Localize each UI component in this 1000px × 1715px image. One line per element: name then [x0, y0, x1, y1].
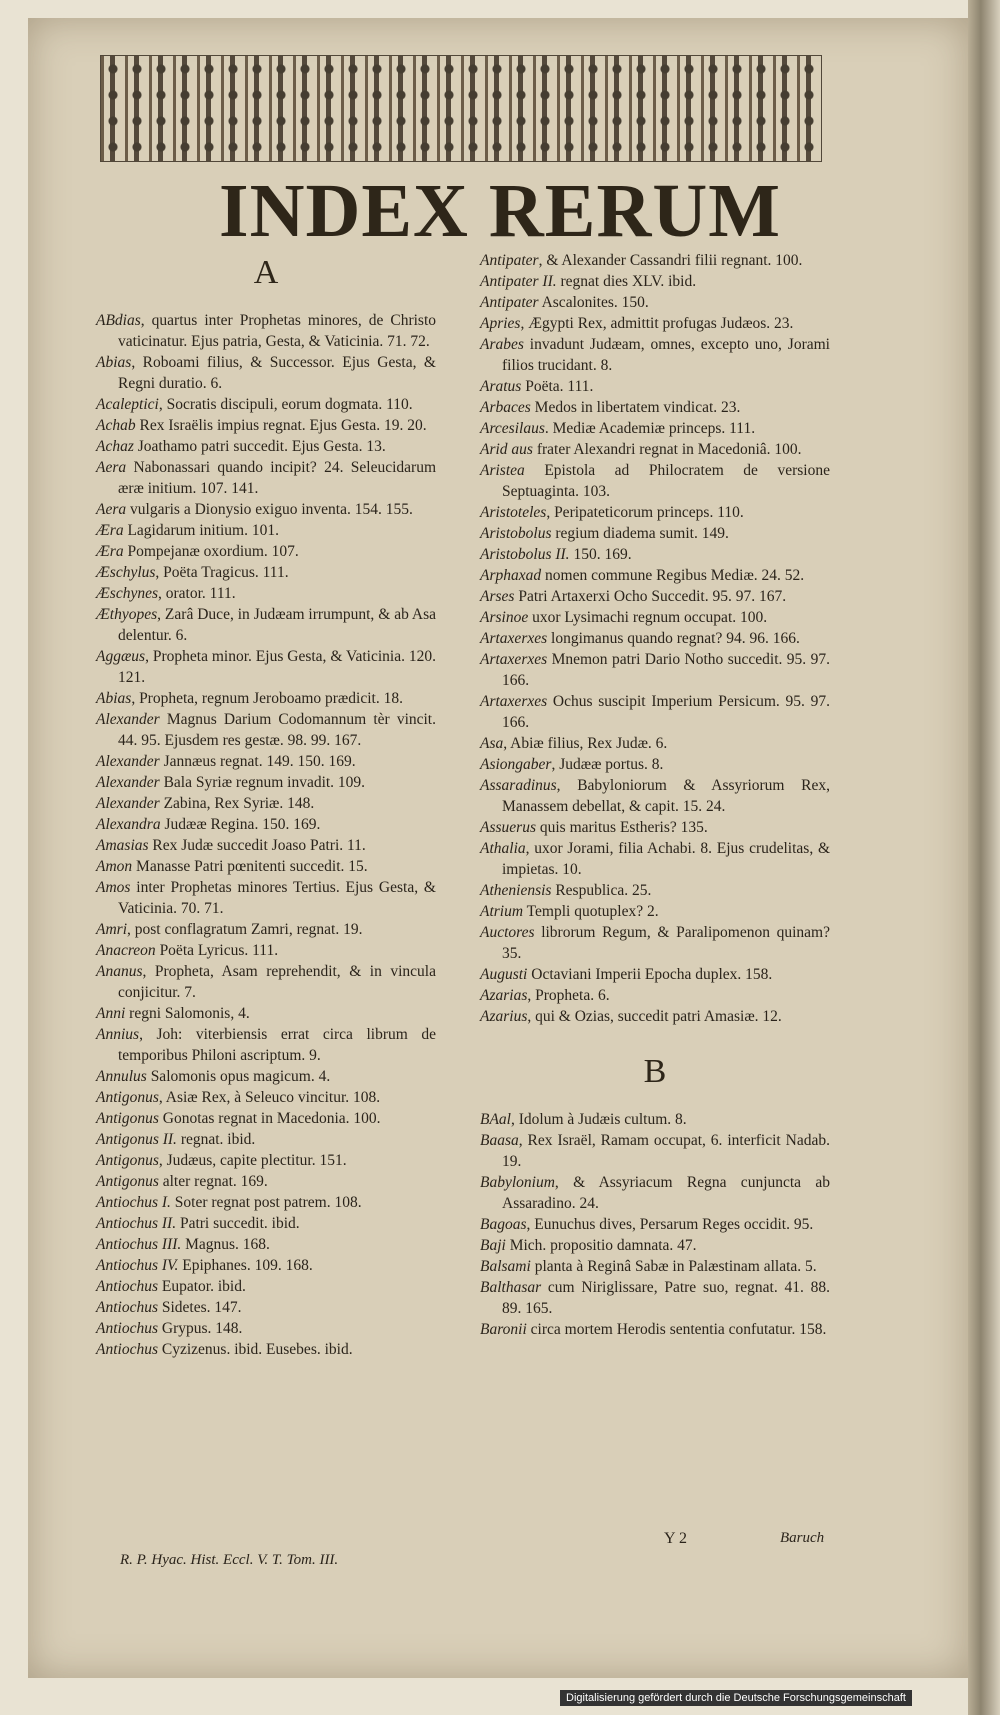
- entry-text: , Socratis discipuli, eorum dogmata. 110.: [158, 396, 413, 413]
- entry-keyword: Antipater: [480, 252, 539, 269]
- entry-keyword: Artaxerxes: [480, 693, 548, 710]
- entry-text: , Judæus, capite plectitur. 151.: [158, 1152, 347, 1169]
- index-entry: [96, 499, 436, 520]
- entry-keyword: Aristoteles: [480, 504, 547, 521]
- entry-text: , Asiæ Rex, à Seleuco vincitur. 108.: [158, 1089, 381, 1106]
- index-entry: [480, 817, 830, 838]
- index-entry: [96, 646, 436, 688]
- entry-text: . Mediæ Academiæ princeps. 111.: [544, 420, 756, 437]
- index-entry: [96, 1318, 436, 1339]
- entry-keyword: Antigonus: [96, 1173, 159, 1190]
- entry-keyword: Antiochus: [96, 1341, 158, 1358]
- index-entry: [480, 250, 830, 271]
- index-entry: [480, 1130, 830, 1172]
- index-entry: [480, 922, 830, 964]
- entry-text: Joathamo patri succedit. Ejus Gesta. 13.: [133, 438, 386, 455]
- entry-text: cum Niriglissare, Patre suo, regnat. 41. 88. 89. 165.: [502, 1279, 830, 1317]
- index-entry: [480, 754, 830, 775]
- index-entry: [96, 1108, 436, 1129]
- entry-keyword: Antigonus: [96, 1110, 159, 1127]
- entry-text: Epiphanes. 109. 168.: [178, 1257, 313, 1274]
- index-entry: [480, 502, 830, 523]
- index-entry: [96, 1171, 436, 1192]
- index-entry: [96, 1276, 436, 1297]
- entry-keyword: Apries: [480, 315, 521, 332]
- index-entry: [480, 733, 830, 754]
- index-entry: [480, 607, 830, 628]
- index-entry: [96, 1192, 436, 1213]
- index-entry: [480, 439, 830, 460]
- entry-text: , Ægypti Rex, admittit profugas Judæos. 23.: [520, 315, 794, 332]
- entry-text: Salomonis opus magicum. 4.: [146, 1068, 331, 1085]
- entry-keyword: Baasa: [480, 1132, 519, 1149]
- entry-text: , Propheta minor. Ejus Gesta, & Vaticinia. 120. 121.: [118, 648, 436, 686]
- entry-keyword: Artaxerxes: [480, 630, 548, 647]
- page-title: INDEX RERUM: [219, 169, 781, 253]
- entry-text: Magnus Darium Codomannum tèr vincit. 44. 95. Ejusdem res gestæ. 98. 99. 167.: [118, 711, 436, 749]
- entry-text: Zabina, Rex Syriæ. 148.: [159, 795, 315, 812]
- entry-text: regni Salomonis, 4.: [125, 1005, 250, 1022]
- entry-text: 150. 169.: [569, 546, 632, 563]
- index-entry: [96, 1024, 436, 1066]
- entry-keyword: Æschynes: [96, 585, 158, 602]
- index-entry: [96, 1150, 436, 1171]
- entry-keyword: Æthyopes: [96, 606, 158, 623]
- index-entry: [96, 1255, 436, 1276]
- entry-keyword: Aggæus: [96, 648, 146, 665]
- entry-keyword: Antiochus: [96, 1299, 158, 1316]
- index-entry: [96, 520, 436, 541]
- entry-text: , Zarâ Duce, in Judæam irrumpunt, & ab Asa delentur. 6.: [118, 606, 436, 644]
- index-entry: [96, 1297, 436, 1318]
- entry-keyword: Antipater: [480, 294, 539, 311]
- index-entry: [96, 415, 436, 436]
- index-entry: [480, 880, 830, 901]
- entry-list-right-b: [480, 1109, 830, 1340]
- index-entry: [96, 562, 436, 583]
- index-entry: [96, 583, 436, 604]
- entry-text: , Propheta. 6.: [527, 987, 610, 1004]
- entry-keyword: Antiochus IV.: [96, 1257, 179, 1274]
- entry-text: Rex Israëlis impius regnat. Ejus Gesta. 19. 20.: [135, 417, 427, 434]
- entry-text: , Propheta, regnum Jeroboamo prædicit. 18.: [131, 690, 403, 707]
- entry-text: , & Alexander Cassandri filii regnant. 100.: [538, 252, 803, 269]
- entry-keyword: Æra: [96, 522, 124, 539]
- entry-text: vulgaris a Dionysio exiguo inventa. 154. 155.: [126, 501, 413, 518]
- entry-text: Pompejanæ oxordium. 107.: [123, 543, 299, 560]
- index-entry: [96, 772, 436, 793]
- entry-text: invadunt Judæam, omnes, excepto uno, Jorami filios trucidant. 8.: [502, 336, 830, 374]
- book-edge: [968, 0, 1000, 1715]
- index-entry: [480, 271, 830, 292]
- index-entry: [96, 394, 436, 415]
- entry-text: Poëta. 111.: [521, 378, 594, 395]
- entry-keyword: Arbaces: [480, 399, 531, 416]
- entry-keyword: Alexander: [96, 711, 160, 728]
- entry-keyword: Arcesilaus: [480, 420, 545, 437]
- entry-text: Judææ Regina. 150. 169.: [160, 816, 321, 833]
- index-entry: [96, 1234, 436, 1255]
- entry-keyword: ABdias: [96, 312, 141, 329]
- entry-text: quis maritus Estheris? 135.: [535, 819, 708, 836]
- entry-text: , Eunuchus dives, Persarum Reges occidit. 95.: [526, 1216, 814, 1233]
- catchword: Baruch: [780, 1530, 825, 1546]
- entry-text: Patri Artaxerxi Ocho Succedit. 95. 97. 167.: [514, 588, 787, 605]
- index-entry: [96, 961, 436, 1003]
- index-entry: [96, 709, 436, 751]
- entry-keyword: Balthasar: [480, 1279, 542, 1296]
- index-entry: [480, 985, 830, 1006]
- entry-keyword: Æra: [96, 543, 124, 560]
- entry-keyword: Achaz: [96, 438, 134, 455]
- entry-keyword: Anacreon: [96, 942, 156, 959]
- entry-text: Poëta Lyricus. 111.: [155, 942, 279, 959]
- entry-keyword: Abias: [96, 354, 132, 371]
- entry-keyword: Baji: [480, 1237, 506, 1254]
- entry-text: Magnus. 168.: [181, 1236, 270, 1253]
- entry-text: Mich. propositio damnata. 47.: [505, 1237, 697, 1254]
- entry-text: Ascalonites. 150.: [538, 294, 649, 311]
- entry-text: regnat. ibid.: [176, 1131, 256, 1148]
- index-entry: [96, 814, 436, 835]
- index-entry: [480, 649, 830, 691]
- index-entry: [96, 310, 436, 352]
- entry-keyword: Asa: [480, 735, 504, 752]
- index-entry: [96, 541, 436, 562]
- entry-keyword: Abias: [96, 690, 132, 707]
- entry-keyword: Antiochus: [96, 1320, 158, 1337]
- entry-text: Lagidarum initium. 101.: [123, 522, 279, 539]
- index-entry: [480, 523, 830, 544]
- entry-keyword: Atheniensis: [480, 882, 552, 899]
- entry-text: circa mortem Herodis sententia confutatur. 158.: [526, 1321, 827, 1338]
- entry-text: regium diadema sumit. 149.: [551, 525, 729, 542]
- entry-text: regnat dies XLV. ibid.: [556, 273, 697, 290]
- index-entry: [96, 1066, 436, 1087]
- entry-keyword: Baronii: [480, 1321, 527, 1338]
- entry-keyword: Bagoas: [480, 1216, 527, 1233]
- entry-keyword: Assuerus: [480, 819, 536, 836]
- entry-keyword: Arsinoe: [480, 609, 529, 626]
- index-entry: [96, 1087, 436, 1108]
- entry-text: Epistola ad Philocratem de versione Septuaginta. 103.: [502, 462, 830, 500]
- index-entry: [480, 376, 830, 397]
- entry-keyword: Antigonus: [96, 1152, 159, 1169]
- entry-text: , Poëta Tragicus. 111.: [155, 564, 289, 581]
- entry-text: Cyzizenus. ibid. Eusebes. ibid.: [158, 1341, 353, 1358]
- index-entry: [480, 901, 830, 922]
- index-entry: [480, 586, 830, 607]
- entry-keyword: Arid aus: [480, 441, 533, 458]
- entry-keyword: Auctores: [480, 924, 535, 941]
- entry-keyword: Asiongaber: [480, 756, 552, 773]
- entry-text: Nabonassari quando incipit? 24. Seleucidarum æræ initium. 107. 141.: [118, 459, 436, 497]
- entry-keyword: Ananus: [96, 963, 143, 980]
- index-entry: [480, 460, 830, 502]
- entry-text: , Judææ portus. 8.: [551, 756, 664, 773]
- index-entry: [480, 292, 830, 313]
- entry-keyword: Aera: [96, 459, 127, 476]
- index-entry: [480, 1006, 830, 1027]
- index-entry: [480, 1109, 830, 1130]
- entry-keyword: Aratus: [480, 378, 522, 395]
- entry-list-left: [96, 310, 436, 1360]
- funder-note: Digitalisierung gefördert durch die Deutsche Forschungsgemeinschaft: [560, 1690, 912, 1706]
- entry-text: , Propheta, Asam reprehendit, & in vincula conjicitur. 7.: [118, 963, 436, 1001]
- index-entry: [480, 838, 830, 880]
- entry-text: , qui & Ozias, succedit patri Amasiæ. 12.: [527, 1008, 782, 1025]
- entry-text: Respublica. 25.: [551, 882, 652, 899]
- entry-keyword: Antiochus II.: [96, 1215, 177, 1232]
- index-entry: [480, 691, 830, 733]
- entry-text: librorum Regum, & Paralipomenon quinam? 35.: [502, 924, 830, 962]
- index-entry: [96, 436, 436, 457]
- index-entry: [96, 940, 436, 961]
- entry-keyword: Arphaxad: [480, 567, 542, 584]
- index-entry: [96, 856, 436, 877]
- entry-keyword: Æschylus: [96, 564, 156, 581]
- entry-keyword: Antipater II.: [480, 273, 557, 290]
- index-entry: [480, 1319, 830, 1340]
- entry-text: Patri succedit. ibid.: [176, 1215, 300, 1232]
- entry-text: Rex Judæ succedit Joaso Patri. 11.: [148, 837, 366, 854]
- entry-keyword: Aristobolus: [480, 525, 552, 542]
- index-entry: [96, 751, 436, 772]
- index-entry: [96, 604, 436, 646]
- entry-keyword: Amasias: [96, 837, 149, 854]
- entry-text: , Babyloniorum & Assyriorum Rex, Manassem debellat, & capit. 15. 24.: [502, 777, 830, 815]
- entry-text: , & Assyriacum Regna cunjuncta ab Assaradino. 24.: [502, 1174, 830, 1212]
- entry-keyword: Arses: [480, 588, 515, 605]
- entry-keyword: Achab: [96, 417, 136, 434]
- entry-keyword: Augusti: [480, 966, 528, 983]
- entry-keyword: Antiochus: [96, 1278, 158, 1295]
- index-entry: [480, 397, 830, 418]
- entry-text: planta à Reginâ Sabæ in Palæstinam allata. 5.: [530, 1258, 817, 1275]
- entry-text: Sidetes. 147.: [158, 1299, 242, 1316]
- entry-text: Grypus. 148.: [158, 1320, 243, 1337]
- entry-keyword: Aristea: [480, 462, 525, 479]
- entry-text: Jannæus regnat. 149. 150. 169.: [159, 753, 356, 770]
- entry-list-right-a: [480, 250, 830, 1027]
- entry-text: longimanus quando regnat? 94. 96. 166.: [547, 630, 800, 647]
- entry-keyword: Amri: [96, 921, 127, 938]
- entry-keyword: Amon: [96, 858, 133, 875]
- index-column-left: [96, 250, 436, 1360]
- entry-keyword: Anni: [96, 1005, 126, 1022]
- entry-keyword: Alexandra: [96, 816, 161, 833]
- entry-keyword: Assaradinus: [480, 777, 557, 794]
- entry-keyword: Antigonus: [96, 1089, 159, 1106]
- entry-text: Gonotas regnat in Macedonia. 100.: [158, 1110, 381, 1127]
- entry-text: uxor Lysimachi regnum occupat. 100.: [528, 609, 768, 626]
- index-entry: [480, 964, 830, 985]
- entry-text: Eupator. ibid.: [158, 1278, 246, 1295]
- signature-mark: Y 2: [664, 1530, 687, 1547]
- entry-keyword: Acaleptici: [96, 396, 159, 413]
- entry-keyword: Alexander: [96, 774, 160, 791]
- entry-text: Ochus suscipit Imperium Persicum. 95. 97. 166.: [502, 693, 830, 731]
- entry-text: , Idolum à Judæis cultum. 8.: [511, 1111, 687, 1128]
- entry-text: nomen commune Regibus Mediæ. 24. 52.: [541, 567, 805, 584]
- entry-text: Medos in libertatem vindicat. 23.: [530, 399, 741, 416]
- index-entry: [480, 1172, 830, 1214]
- index-entry: [480, 775, 830, 817]
- entry-keyword: Antigonus II.: [96, 1131, 177, 1148]
- entry-keyword: Amos: [96, 879, 131, 896]
- entry-keyword: Azarias: [480, 987, 528, 1004]
- entry-text: Mnemon patri Dario Notho succedit. 95. 97. 166.: [502, 651, 830, 689]
- section-letter-a: A: [253, 254, 279, 291]
- entry-keyword: BAal: [480, 1111, 511, 1128]
- entry-text: , Peripateticorum princeps. 110.: [546, 504, 744, 521]
- entry-text: , Roboami filius, & Successor. Ejus Gesta, & Regni duratio. 6.: [118, 354, 436, 392]
- entry-text: , orator. 111.: [158, 585, 236, 602]
- entry-keyword: Antiochus I.: [96, 1194, 171, 1211]
- entry-keyword: Babylonium: [480, 1174, 555, 1191]
- entry-keyword: Antiochus III.: [96, 1236, 182, 1253]
- entry-text: , uxor Jorami, filia Achabi. 8. Ejus crudelitas, & impietas. 10.: [502, 840, 830, 878]
- entry-text: frater Alexandri regnat in Macedoniâ. 100.: [532, 441, 802, 458]
- entry-text: inter Prophetas minores Tertius. Ejus Gesta, & Vaticinia. 70. 71.: [118, 879, 436, 917]
- entry-keyword: Atrium: [480, 903, 524, 920]
- entry-keyword: Artaxerxes: [480, 651, 548, 668]
- index-entry: [480, 1277, 830, 1319]
- section-letter-b: B: [643, 1053, 667, 1090]
- entry-keyword: Athalia: [480, 840, 526, 857]
- index-entry: [480, 544, 830, 565]
- index-entry: [480, 334, 830, 376]
- entry-keyword: Alexander: [96, 795, 160, 812]
- entry-text: Templi quotuplex? 2.: [523, 903, 659, 920]
- entry-text: , Joh: viterbiensis errat circa librum de temporibus Philoni ascriptum. 9.: [118, 1026, 436, 1064]
- index-entry: [96, 793, 436, 814]
- entry-text: , quartus inter Prophetas minores, de Christo vaticinatur. Ejus patria, Gesta, & Vaticinia. 71. 72.: [118, 312, 436, 350]
- index-entry: [96, 835, 436, 856]
- entry-text: , post conflagratum Zamri, regnat. 19.: [127, 921, 363, 938]
- entry-keyword: Alexander: [96, 753, 160, 770]
- index-entry: [96, 877, 436, 919]
- index-entry: [480, 418, 830, 439]
- entry-text: Soter regnat post patrem. 108.: [170, 1194, 362, 1211]
- entry-text: Octaviani Imperii Epocha duplex. 158.: [527, 966, 773, 983]
- entry-text: Bala Syriæ regnum invadit. 109.: [159, 774, 366, 791]
- entry-text: Manasse Patri pœnitenti succedit. 15.: [132, 858, 368, 875]
- entry-keyword: Annulus: [96, 1068, 147, 1085]
- entry-text: alter regnat. 169.: [158, 1173, 268, 1190]
- index-entry: [480, 565, 830, 586]
- index-entry: [96, 919, 436, 940]
- entry-keyword: Aristobolus II.: [480, 546, 570, 563]
- index-entry: [480, 313, 830, 334]
- index-entry: [96, 457, 436, 499]
- index-entry: [96, 1003, 436, 1024]
- entry-keyword: Annius: [96, 1026, 140, 1043]
- index-entry: [480, 1214, 830, 1235]
- index-entry: [480, 1256, 830, 1277]
- ornamental-headpiece: [100, 55, 822, 162]
- index-entry: [480, 1235, 830, 1256]
- index-entry: [96, 688, 436, 709]
- running-title: R. P. Hyac. Hist. Eccl. V. T. Tom. III.: [120, 1552, 339, 1568]
- index-entry: [480, 628, 830, 649]
- index-entry: [96, 1213, 436, 1234]
- entry-keyword: Balsami: [480, 1258, 531, 1275]
- entry-text: , Rex Israël, Ramam occupat, 6. interficit Nadab. 19.: [502, 1132, 830, 1170]
- entry-keyword: Azarius: [480, 1008, 528, 1025]
- index-column-right: [480, 250, 830, 1340]
- entry-keyword: Aera: [96, 501, 127, 518]
- index-entry: [96, 352, 436, 394]
- entry-text: , Abiæ filius, Rex Judæ. 6.: [503, 735, 668, 752]
- index-entry: [96, 1129, 436, 1150]
- index-entry: [96, 1339, 436, 1360]
- entry-keyword: Arabes: [480, 336, 524, 353]
